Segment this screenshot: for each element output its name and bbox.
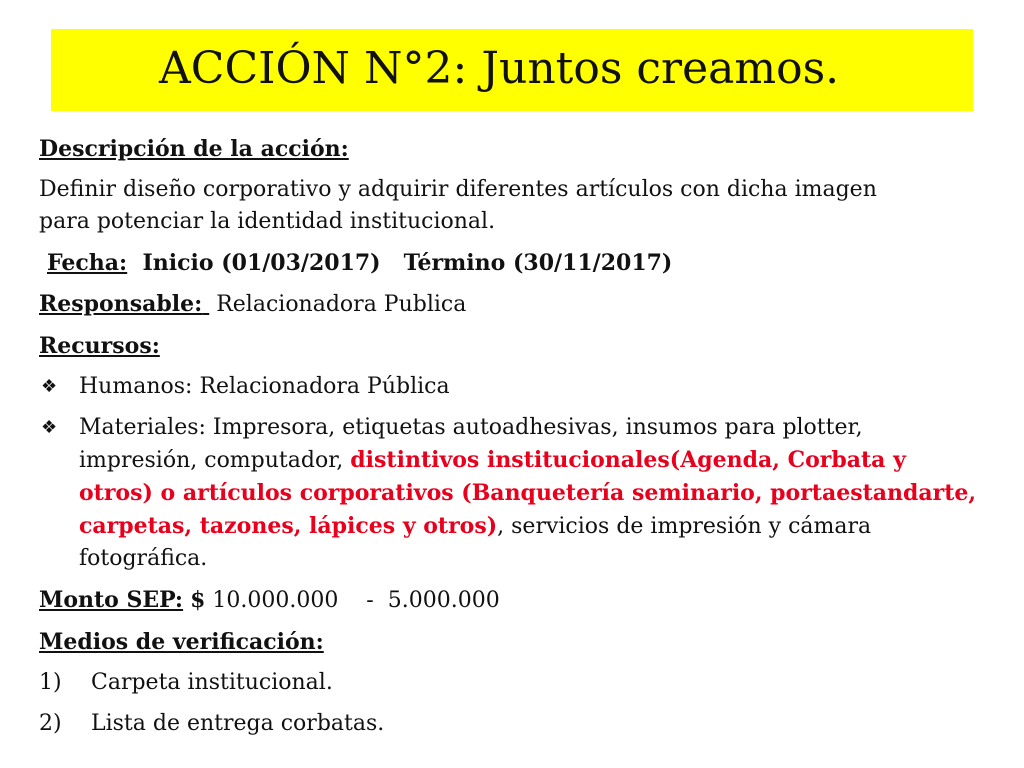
medios-item-text: Lista de entrega corbatas. — [91, 711, 385, 736]
medios-item-text: Carpeta institucional. — [91, 670, 333, 695]
fecha-label: Fecha: — [47, 250, 128, 276]
materiales-highlight: distintivos institucionales(Agenda, Corbata y otros) o artículos corporativos (Banquetería seminario, portaestandarte, carpetas, tazones, lápices y otros) — [79, 447, 977, 539]
monto-label: Monto SEP: — [39, 587, 184, 613]
fecha-row — [39, 247, 979, 279]
title-banner — [51, 29, 973, 111]
fecha-termino: Término (30/11/2017) — [403, 250, 673, 276]
responsable-value: Relacionadora Publica — [216, 292, 467, 317]
materiales-text — [79, 412, 979, 575]
medios-item-number: 1) — [39, 670, 62, 695]
descripcion-text-1: Definir diseño corporativo y adquirir diferentes artículos con dicha imagen — [39, 177, 877, 202]
diamond-bullet-icon: ❖ — [41, 417, 58, 438]
slide-title: ACCIÓN N°2: Juntos creamos. — [159, 43, 840, 94]
materiales-suffix: , servicios de impresión y cámara fotográfica. — [79, 514, 872, 571]
materiales-prefix: Materiales: Impresora, etiquetas autoadhesivas, insumos para plotter, impresión, computador, — [79, 415, 863, 473]
recursos-label: Recursos: — [39, 333, 160, 359]
medios-item — [39, 667, 979, 699]
fecha-inicio: Inicio (01/03/2017) — [142, 250, 381, 276]
responsable-label: Responsable: — [39, 291, 203, 317]
monto-currency: $ — [190, 587, 206, 613]
humanos-text: Humanos: Relacionadora Pública — [79, 374, 450, 399]
descripcion-text-2: para potenciar la identidad institucional. — [39, 209, 496, 234]
responsable-row — [39, 288, 979, 321]
descripcion-heading: Descripción de la acción: — [39, 136, 349, 162]
medios-item-number: 2) — [39, 711, 62, 736]
monto-value: 10.000.000 - 5.000.000 — [212, 588, 500, 613]
medios-item — [39, 708, 979, 740]
medios-label: Medios de verificación: — [39, 629, 324, 655]
diamond-bullet-icon: ❖ — [41, 376, 58, 397]
bullet-materiales — [39, 412, 979, 575]
monto-row — [39, 584, 979, 617]
slide-content — [39, 133, 979, 749]
bullet-humanos — [39, 371, 979, 403]
